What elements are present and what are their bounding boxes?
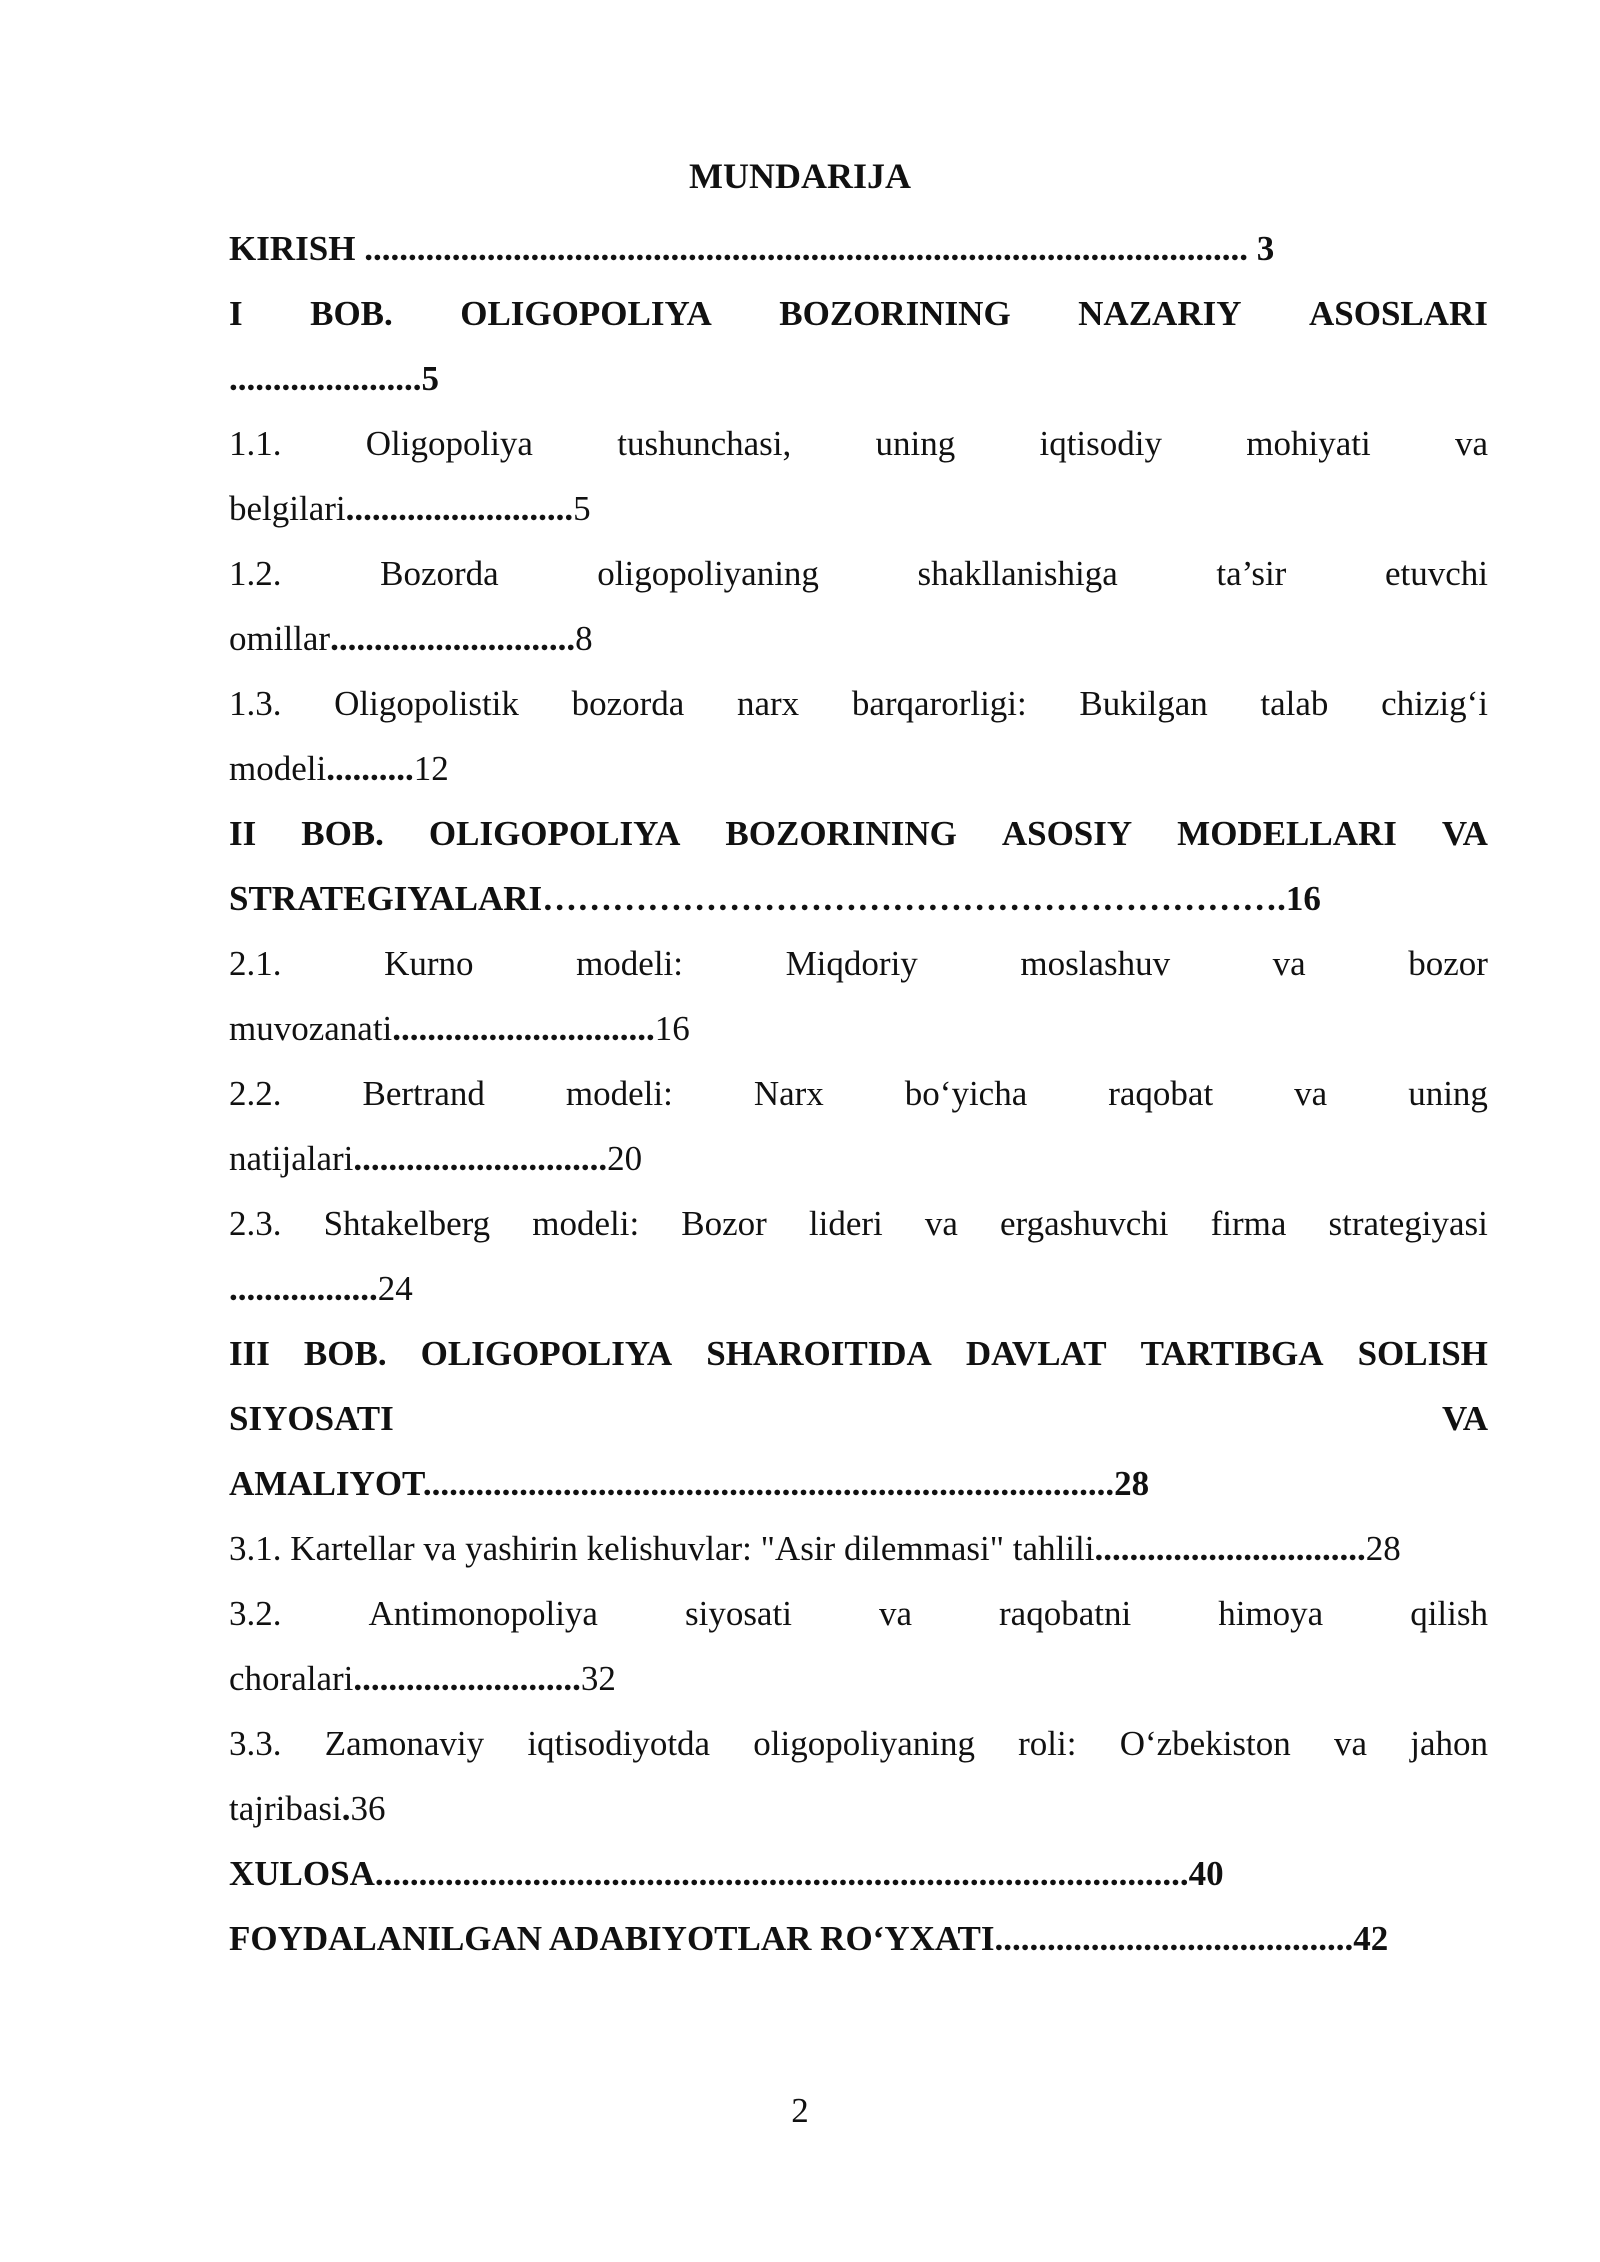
- toc-word: bo‘yicha: [904, 1074, 1028, 1113]
- toc-entry-text: natijalari: [229, 1139, 354, 1178]
- toc-entry-s1-3: [229, 671, 1488, 801]
- toc-entry-last-line: [229, 1906, 1488, 1971]
- toc-entry-s3-2: [229, 1581, 1488, 1711]
- toc-word: VA: [1441, 1399, 1488, 1438]
- toc-word: 3.2.: [229, 1594, 282, 1633]
- toc-leader-dots: .................: [229, 1269, 378, 1308]
- page-number: 2: [791, 2091, 809, 2130]
- toc-word: OLIGOPOLIYA: [420, 1334, 673, 1373]
- toc-word: oligopoliyaning: [753, 1724, 975, 1763]
- toc-word: TARTIBGA: [1140, 1334, 1324, 1373]
- toc-leader-dots: ......................: [229, 359, 422, 398]
- toc-entry-last-line: [229, 1126, 1488, 1191]
- toc-entry-s3-3: [229, 1711, 1488, 1841]
- toc-entry-text: belgilari: [229, 489, 346, 528]
- toc-entry-last-line: [229, 866, 1488, 931]
- toc-word: va: [924, 1204, 958, 1243]
- toc-word: Narx: [753, 1074, 824, 1113]
- toc-entry-s2-2: [229, 1061, 1488, 1191]
- toc-word: SHAROITIDA: [706, 1334, 932, 1373]
- toc-entry-last-line: [229, 736, 1488, 801]
- toc-entry-last-line: [229, 476, 1488, 541]
- toc-word: jahon: [1410, 1724, 1488, 1763]
- toc-entry-last-line: [229, 216, 1488, 281]
- toc-leader-dots: ..........................: [345, 489, 574, 528]
- toc-word: 1.1.: [229, 424, 282, 463]
- toc-leader-dots: .....................................................................................................: [355, 229, 1257, 268]
- toc-word: VA: [1441, 814, 1488, 853]
- toc-word: modeli:: [576, 944, 683, 983]
- toc-word: 2.3.: [229, 1204, 282, 1243]
- toc-entry-text: KIRISH: [229, 229, 356, 268]
- toc-word: BOB.: [301, 814, 384, 853]
- toc-entry-text: choralari: [229, 1659, 354, 1698]
- toc-word: modeli:: [565, 1074, 673, 1113]
- toc-page-number: 28: [1365, 1529, 1401, 1568]
- toc-word: qilish: [1410, 1594, 1488, 1633]
- toc-entry-s1-1: [229, 411, 1488, 541]
- toc-entry-line: [229, 1581, 1488, 1646]
- toc-entry-line: [229, 1061, 1488, 1126]
- toc-word: etuvchi: [1384, 554, 1488, 593]
- page-title: MUNDARIJA: [689, 156, 911, 196]
- toc-entry-text: modeli: [229, 749, 327, 788]
- toc-word: ta’sir: [1216, 554, 1287, 593]
- toc-leader-dots: .........................................: [994, 1919, 1354, 1958]
- toc-leader-dots: .............................: [353, 1139, 608, 1178]
- toc-entry-text: FOYDALANILGAN ADABIYOTLAR RO‘YXATI: [229, 1919, 995, 1958]
- toc-leader-dots: ..............................: [392, 1009, 655, 1048]
- toc-page-number: 28: [1114, 1464, 1150, 1503]
- toc-word: bozorda: [571, 684, 685, 723]
- toc-word: raqobat: [1108, 1074, 1214, 1113]
- toc-word: III: [229, 1334, 270, 1373]
- toc-word: lideri: [808, 1204, 883, 1243]
- toc-word: SIYOSATI: [229, 1399, 394, 1438]
- toc-leader-dots: ..........: [326, 749, 414, 788]
- toc-word: uning: [1408, 1074, 1488, 1113]
- toc-entry-line: [229, 1321, 1488, 1386]
- toc-word: BOZORINING: [779, 294, 1011, 333]
- toc-word: Oligopolistik: [334, 684, 519, 723]
- toc-entry-last-line: [229, 1256, 1488, 1321]
- toc-word: II: [229, 814, 257, 853]
- toc-word: DAVLAT: [965, 1334, 1107, 1373]
- toc-entry-text: XULOSA: [229, 1854, 375, 1893]
- table-of-contents: [229, 216, 1488, 1971]
- toc-entry-last-line: [229, 1516, 1488, 1581]
- toc-word: Bukilgan: [1079, 684, 1208, 723]
- toc-entry-text: AMALIYOT: [229, 1464, 423, 1503]
- toc-page-number: 16: [1285, 879, 1321, 918]
- toc-entry-last-line: [229, 1451, 1488, 1516]
- toc-word: OLIGOPOLIYA: [428, 814, 681, 853]
- toc-word: oligopoliyaning: [597, 554, 819, 593]
- toc-word: strategiyasi: [1328, 1204, 1488, 1243]
- toc-word: iqtisodiy: [1039, 424, 1162, 463]
- toc-entry-last-line: [229, 346, 1488, 411]
- toc-leader-dots: ...............................: [1094, 1529, 1366, 1568]
- toc-page-number: 36: [350, 1789, 386, 1828]
- toc-entry-text: omillar: [229, 619, 331, 658]
- toc-page-number: 16: [654, 1009, 690, 1048]
- toc-word: BOB.: [303, 1334, 387, 1373]
- toc-entry-bob1: [229, 281, 1488, 411]
- toc-entry-last-line: [229, 1776, 1488, 1841]
- toc-word: va: [1272, 944, 1306, 983]
- toc-leader-dots: .............................................................................................: [374, 1854, 1189, 1893]
- toc-entry-text: 3.1. Kartellar va yashirin kelishuvlar: "Asir dilemmasi" tahlili: [229, 1529, 1095, 1568]
- toc-word: MODELLARI: [1177, 814, 1397, 853]
- toc-entry-last-line: [229, 1841, 1488, 1906]
- toc-word: narx: [736, 684, 800, 723]
- toc-word: 1.3.: [229, 684, 282, 723]
- toc-page-number: 12: [413, 749, 449, 788]
- toc-word: ergashuvchi: [1000, 1204, 1169, 1243]
- toc-word: NAZARIY: [1078, 294, 1242, 333]
- toc-entry-line: [229, 541, 1488, 606]
- toc-entry-line: [229, 801, 1488, 866]
- toc-page-number: 32: [580, 1659, 616, 1698]
- toc-entry-last-line: [229, 1646, 1488, 1711]
- toc-word: Bozorda: [380, 554, 499, 593]
- toc-entry-text: muvozanati: [229, 1009, 393, 1048]
- toc-word: BOZORINING: [725, 814, 957, 853]
- toc-word: Zamonaviy: [324, 1724, 485, 1763]
- toc-word: roli:: [1018, 1724, 1077, 1763]
- toc-word: 2.1.: [229, 944, 282, 983]
- toc-word: talab: [1260, 684, 1329, 723]
- toc-leader-dots: ……………………………………………………….: [542, 879, 1286, 918]
- toc-word: firma: [1210, 1204, 1287, 1243]
- toc-word: va: [878, 1594, 912, 1633]
- toc-entry-line: [229, 1386, 1488, 1451]
- toc-word: O‘zbekiston: [1119, 1724, 1291, 1763]
- toc-word: I: [229, 294, 243, 333]
- toc-leader-dots: ...............................................................................: [422, 1464, 1115, 1503]
- toc-entry-last-line: [229, 606, 1488, 671]
- toc-word: uning: [875, 424, 956, 463]
- toc-word: Antimonopoliya: [368, 1594, 598, 1633]
- toc-leader-dots: ..........................: [353, 1659, 581, 1698]
- toc-leader-dots: .: [341, 1789, 351, 1828]
- toc-page-number: 42: [1353, 1919, 1389, 1958]
- toc-word: raqobatni: [999, 1594, 1132, 1633]
- toc-word: SOLISH: [1357, 1334, 1488, 1373]
- toc-entry-line: [229, 281, 1488, 346]
- toc-page-number: 20: [607, 1139, 643, 1178]
- toc-word: chizig‘i: [1381, 684, 1488, 723]
- toc-entry-bob3: [229, 1321, 1488, 1516]
- toc-page-number: 40: [1188, 1854, 1224, 1893]
- toc-word: mohiyati: [1246, 424, 1371, 463]
- toc-entry-kirish: [229, 216, 1488, 281]
- toc-entry-s1-2: [229, 541, 1488, 671]
- toc-page-number: 8: [575, 619, 593, 658]
- toc-word: 1.2.: [229, 554, 282, 593]
- toc-word: va: [1333, 1724, 1368, 1763]
- toc-word: iqtisodiyotda: [527, 1724, 711, 1763]
- toc-entry-adabiyot: [229, 1906, 1488, 1971]
- toc-word: moslashuv: [1020, 944, 1171, 983]
- toc-word: siyosati: [684, 1594, 792, 1633]
- toc-word: Oligopoliya: [365, 424, 533, 463]
- toc-entry-text: STRATEGIYALARI: [229, 879, 543, 918]
- toc-word: Shtakelberg: [323, 1204, 491, 1243]
- toc-word: Bertrand: [362, 1074, 485, 1113]
- toc-word: va: [1294, 1074, 1328, 1113]
- toc-entry-line: [229, 411, 1488, 476]
- toc-word: ASOSLARI: [1308, 294, 1488, 333]
- toc-entry-line: [229, 1191, 1488, 1256]
- toc-word: tushunchasi,: [617, 424, 792, 463]
- toc-word: Miqdoriy: [785, 944, 918, 983]
- toc-word: BOB.: [310, 294, 393, 333]
- toc-word: Kurno: [384, 944, 474, 983]
- toc-entry-last-line: [229, 996, 1488, 1061]
- toc-word: himoya: [1218, 1594, 1324, 1633]
- toc-word: 3.3.: [229, 1724, 282, 1763]
- toc-word: barqarorligi:: [851, 684, 1027, 723]
- toc-entry-line: [229, 671, 1488, 736]
- toc-page-number: 5: [573, 489, 591, 528]
- toc-word: shakllanishiga: [917, 554, 1118, 593]
- toc-word: OLIGOPOLIYA: [460, 294, 712, 333]
- toc-word: 2.2.: [229, 1074, 282, 1113]
- toc-page-number: 24: [377, 1269, 413, 1308]
- toc-word: va: [1454, 424, 1488, 463]
- toc-page-number: 5: [421, 359, 439, 398]
- toc-entry-s3-1: [229, 1516, 1488, 1581]
- toc-leader-dots: ............................: [330, 619, 576, 658]
- toc-entry-s2-3: [229, 1191, 1488, 1321]
- toc-entry-line: [229, 1711, 1488, 1776]
- toc-entry-s2-1: [229, 931, 1488, 1061]
- toc-entry-text: tajribasi: [229, 1789, 342, 1828]
- toc-entry-xulosa: [229, 1841, 1488, 1906]
- toc-word: modeli:: [532, 1204, 640, 1243]
- toc-word: Bozor: [681, 1204, 767, 1243]
- toc-word: bozor: [1408, 944, 1488, 983]
- toc-word: ASOSIY: [1001, 814, 1133, 853]
- toc-page-number: 3: [1256, 229, 1275, 268]
- toc-entry-line: [229, 931, 1488, 996]
- toc-entry-bob2: [229, 801, 1488, 931]
